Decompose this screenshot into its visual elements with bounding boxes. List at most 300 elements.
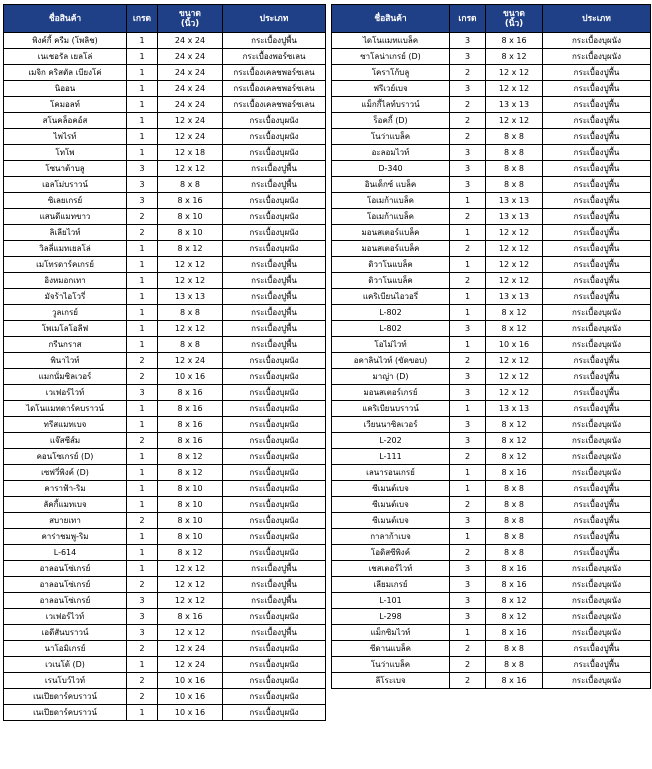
cell-type: กระเบื้องบุผนัง [543, 625, 651, 641]
cell-name: อาลอนโซ่เกรย์ [4, 577, 127, 593]
cell-grade: 2 [127, 225, 158, 241]
cell-name: พินาไวท์ [4, 353, 127, 369]
cell-type: กระเบื้องปูพื้น [223, 161, 326, 177]
cell-size: 8 x 12 [486, 49, 543, 65]
cell-size: 8 x 12 [486, 593, 543, 609]
cell-size: 24 x 24 [158, 33, 223, 49]
cell-size: 13 x 13 [486, 401, 543, 417]
cell-type: กระเบื้องบุผนัง [223, 657, 326, 673]
cell-name: เนเชอรัล เยลโล่ [4, 49, 127, 65]
cell-name: ฟรีเวย์เบจ [332, 81, 450, 97]
table-row [4, 65, 326, 81]
cell-size: 8 x 10 [158, 209, 223, 225]
cell-grade: 3 [450, 177, 486, 193]
cell-grade: 1 [127, 657, 158, 673]
cell-name: แสนดีแมทขาว [4, 209, 127, 225]
cell-grade: 3 [127, 609, 158, 625]
table-row [4, 385, 326, 401]
cell-grade: 1 [127, 81, 158, 97]
cell-name: ไพไรท์ [4, 129, 127, 145]
cell-size: 12 x 12 [158, 625, 223, 641]
cell-type: กระเบื้องปูพื้น [543, 161, 651, 177]
cell-type: กระเบื้องปูพื้น [543, 641, 651, 657]
cell-name: สบายเทา [4, 513, 127, 529]
cell-type: กระเบื้องบุผนัง [223, 241, 326, 257]
cell-name: มอนสเตอร์แบล็ค [332, 225, 450, 241]
cell-size: 13 x 13 [486, 97, 543, 113]
cell-type: กระเบื้องปูพื้น [543, 193, 651, 209]
cell-grade: 1 [450, 193, 486, 209]
table-row [332, 305, 651, 321]
table-row [332, 113, 651, 129]
table-row [4, 241, 326, 257]
table-row [332, 337, 651, 353]
cell-type: กระเบื้องเคลชพอร์ซเลน [223, 97, 326, 113]
cell-type: กระเบื้องบุผนัง [223, 401, 326, 417]
cell-type: กระเบื้องปูพื้น [543, 513, 651, 529]
cell-grade: 3 [450, 609, 486, 625]
cell-grade: 1 [127, 321, 158, 337]
cell-grade: 2 [127, 353, 158, 369]
cell-name: อาลอนโซ่เกรย์ [4, 561, 127, 577]
cell-type: กระเบื้องปูพื้น [543, 145, 651, 161]
cell-type: กระเบื้องบุผนัง [223, 481, 326, 497]
header-size-line1: ขนาด [179, 8, 201, 19]
table-row [332, 33, 651, 49]
table-row [4, 209, 326, 225]
cell-grade: 2 [450, 209, 486, 225]
table-row [4, 481, 326, 497]
cell-grade: 1 [127, 529, 158, 545]
header-type: ประเภท [223, 5, 326, 33]
table-row [4, 433, 326, 449]
cell-type: กระเบื้องปูพื้น [223, 577, 326, 593]
table-row [332, 289, 651, 305]
table-row [4, 705, 326, 721]
header-grade: เกรด [127, 5, 158, 33]
cell-name: พิงค์กี้ ครีม (โพลิช) [4, 33, 127, 49]
cell-size: 13 x 13 [486, 289, 543, 305]
cell-type: กระเบื้องบุผนัง [223, 417, 326, 433]
cell-type: กระเบื้องบุผนัง [543, 49, 651, 65]
table-row [332, 257, 651, 273]
cell-name: เวียนนาซิลเวอร์ [332, 417, 450, 433]
cell-size: 12 x 12 [158, 593, 223, 609]
cell-grade: 1 [450, 225, 486, 241]
cell-name: โทโพ [4, 145, 127, 161]
cell-type: กระเบื้องบุผนัง [543, 33, 651, 49]
cell-size: 8 x 8 [486, 513, 543, 529]
cell-name: มัจร้าไอโวรี่ [4, 289, 127, 305]
cell-grade: 1 [127, 113, 158, 129]
cell-size: 8 x 8 [158, 305, 223, 321]
cell-grade: 3 [127, 161, 158, 177]
cell-name: เมโทรดาร์คเกรย์ [4, 257, 127, 273]
cell-name: โพเมโลโอลีฟ [4, 321, 127, 337]
cell-size: 8 x 8 [486, 177, 543, 193]
cell-name: กรีนกราส [4, 337, 127, 353]
cell-name: แม็กกี้ไลท์บราวน์ [332, 97, 450, 113]
cell-name: ดิวาโนแบล็ค [332, 273, 450, 289]
table-row [332, 529, 651, 545]
cell-type: กระเบื้องบุผนัง [223, 433, 326, 449]
cell-size: 13 x 13 [486, 193, 543, 209]
cell-name: เอดีสันบราวน์ [4, 625, 127, 641]
table-row [332, 241, 651, 257]
cell-size: 12 x 12 [486, 353, 543, 369]
cell-name: L-101 [332, 593, 450, 609]
cell-grade: 2 [127, 577, 158, 593]
table-row [4, 401, 326, 417]
header-grade: เกรด [450, 5, 486, 33]
table-row [332, 545, 651, 561]
cell-type: กระเบื้องบุผนัง [223, 353, 326, 369]
table-row [4, 225, 326, 241]
cell-type: กระเบื้องปูพื้น [223, 321, 326, 337]
cell-grade: 1 [450, 257, 486, 273]
table-row [4, 641, 326, 657]
cell-name: ซีดานแบล็ค [332, 641, 450, 657]
cell-type: กระเบื้องบุผนัง [223, 529, 326, 545]
table-row [4, 513, 326, 529]
cell-grade: 2 [127, 209, 158, 225]
product-table-right [331, 4, 651, 689]
cell-type: กระเบื้องปูพื้น [543, 481, 651, 497]
cell-name: ลัคกี้แมทเบจ [4, 497, 127, 513]
table-row [332, 577, 651, 593]
cell-type: กระเบื้องปูพื้น [543, 497, 651, 513]
table-row [332, 65, 651, 81]
cell-grade: 2 [450, 129, 486, 145]
table-row [4, 593, 326, 609]
cell-grade: 2 [450, 97, 486, 113]
cell-size: 8 x 16 [486, 465, 543, 481]
cell-size: 8 x 8 [486, 545, 543, 561]
cell-size: 12 x 12 [486, 225, 543, 241]
cell-size: 8 x 10 [158, 497, 223, 513]
cell-size: 8 x 8 [486, 145, 543, 161]
cell-name: มอนสเตอร์แบล็ค [332, 241, 450, 257]
cell-name: โคราโก้บลู [332, 65, 450, 81]
header-size [486, 5, 543, 33]
cell-type: กระเบื้องปูพื้น [223, 561, 326, 577]
cell-grade: 3 [450, 577, 486, 593]
table-row [4, 673, 326, 689]
cell-grade: 1 [450, 305, 486, 321]
table-row [332, 81, 651, 97]
cell-name: ซีเมนต์เบจ [332, 497, 450, 513]
table-row [4, 129, 326, 145]
cell-grade: 3 [127, 593, 158, 609]
cell-type: กระเบื้องปูพื้น [223, 305, 326, 321]
cell-type: กระเบื้องบุผนัง [543, 561, 651, 577]
cell-grade: 3 [450, 433, 486, 449]
cell-name: เอลโม่บราวน์ [4, 177, 127, 193]
table-row [332, 481, 651, 497]
cell-name: สโนคล็อคอ์ส [4, 113, 127, 129]
table-row [332, 353, 651, 369]
table-row [332, 145, 651, 161]
cell-size: 8 x 12 [486, 417, 543, 433]
cell-name: เซฟวี่พิงค์ (D) [4, 465, 127, 481]
cell-grade: 2 [127, 689, 158, 705]
cell-size: 8 x 16 [486, 561, 543, 577]
cell-type: กระเบื้องบุผนัง [543, 609, 651, 625]
table-row [332, 209, 651, 225]
cell-name: L-614 [4, 545, 127, 561]
cell-name: L-298 [332, 609, 450, 625]
table-row [332, 433, 651, 449]
cell-name: ดิวาโนแบล็ค [332, 257, 450, 273]
cell-type: กระเบื้องบุผนัง [223, 513, 326, 529]
table-row [332, 273, 651, 289]
cell-size: 12 x 12 [158, 161, 223, 177]
cell-type: กระเบื้องบุผนัง [223, 129, 326, 145]
cell-grade: 1 [127, 145, 158, 161]
cell-grade: 3 [127, 193, 158, 209]
cell-size: 12 x 12 [158, 577, 223, 593]
cell-name: L-111 [332, 449, 450, 465]
cell-grade: 1 [450, 337, 486, 353]
cell-name: นิออน [4, 81, 127, 97]
cell-size: 12 x 24 [158, 657, 223, 673]
cell-grade: 1 [127, 97, 158, 113]
table-row [332, 625, 651, 641]
cell-size: 8 x 12 [486, 305, 543, 321]
table-row [332, 193, 651, 209]
cell-grade: 3 [450, 513, 486, 529]
cell-type: กระเบื้องบุผนัง [223, 545, 326, 561]
cell-size: 12 x 12 [486, 273, 543, 289]
cell-size: 10 x 16 [158, 705, 223, 721]
cell-name: เวเนโต้ (D) [4, 657, 127, 673]
table-row [332, 641, 651, 657]
cell-grade: 2 [450, 545, 486, 561]
cell-size: 8 x 10 [158, 513, 223, 529]
cell-type: กระเบื้องบุผนัง [223, 609, 326, 625]
cell-size: 8 x 16 [158, 609, 223, 625]
cell-grade: 1 [127, 273, 158, 289]
cell-type: กระเบื้องปูพื้น [223, 625, 326, 641]
cell-size: 8 x 10 [158, 225, 223, 241]
cell-size: 8 x 12 [158, 241, 223, 257]
cell-type: กระเบื้องปูพื้น [543, 529, 651, 545]
cell-type: กระเบื้องบุผนัง [543, 337, 651, 353]
cell-name: เมจิก คริสตัล เบียงโค่ [4, 65, 127, 81]
cell-grade: 2 [450, 449, 486, 465]
cell-size: 10 x 16 [158, 689, 223, 705]
cell-grade: 2 [127, 369, 158, 385]
cell-size: 12 x 12 [486, 81, 543, 97]
table-row [4, 145, 326, 161]
cell-size: 8 x 16 [486, 33, 543, 49]
cell-grade: 3 [450, 369, 486, 385]
cell-name: ลิเลียไวท์ [4, 225, 127, 241]
cell-name: โอไม่ไวท์ [332, 337, 450, 353]
cell-grade: 3 [450, 593, 486, 609]
cell-type: กระเบื้องปูพื้น [543, 369, 651, 385]
header-row [332, 5, 651, 33]
cell-type: กระเบื้องปูพื้น [543, 273, 651, 289]
cell-size: 10 x 16 [158, 673, 223, 689]
cell-size: 12 x 12 [158, 561, 223, 577]
cell-type: กระเบื้องปูพื้น [543, 129, 651, 145]
cell-type: กระเบื้องบุผนัง [223, 385, 326, 401]
cell-name: เนเปียดาร์คบราวน์ [4, 689, 127, 705]
table-row [332, 129, 651, 145]
cell-grade: 2 [127, 513, 158, 529]
cell-size: 8 x 8 [486, 161, 543, 177]
cell-name: คาร่าชมพู-ริม [4, 529, 127, 545]
cell-type: กระเบื้องเคลชพอร์ซเลน [223, 65, 326, 81]
cell-name: โอเมก้าแบล็ค [332, 193, 450, 209]
cell-type: กระเบื้องบุผนัง [223, 113, 326, 129]
cell-size: 12 x 12 [486, 113, 543, 129]
cell-grade: 1 [127, 65, 158, 81]
cell-grade: 1 [127, 401, 158, 417]
cell-type: กระเบื้องบุผนัง [223, 225, 326, 241]
cell-grade: 1 [127, 449, 158, 465]
cell-grade: 3 [450, 321, 486, 337]
cell-type: กระเบื้องปูพื้น [543, 241, 651, 257]
cell-type: กระเบื้องปูพื้น [543, 545, 651, 561]
cell-grade: 3 [450, 49, 486, 65]
cell-grade: 1 [127, 497, 158, 513]
cell-name: โคมอลท์ [4, 97, 127, 113]
cell-name: อะลอมไวท์ [332, 145, 450, 161]
cell-grade: 1 [127, 337, 158, 353]
cell-type: กระเบื้องบุผนัง [223, 209, 326, 225]
cell-grade: 1 [127, 289, 158, 305]
cell-name: L-802 [332, 305, 450, 321]
cell-type: กระเบื้องบุผนัง [543, 321, 651, 337]
cell-type: กระเบื้องปูพื้น [223, 33, 326, 49]
cell-type: กระเบื้องปูพื้น [223, 257, 326, 273]
cell-grade: 1 [127, 257, 158, 273]
cell-grade: 1 [127, 33, 158, 49]
cell-name: อาลอนโซ่เกรย์ [4, 593, 127, 609]
cell-name: อิงหมอกเทา [4, 273, 127, 289]
cell-type: กระเบื้องปูพื้น [543, 289, 651, 305]
cell-size: 8 x 8 [486, 481, 543, 497]
table-row [332, 321, 651, 337]
cell-type: กระเบื้องบุผนัง [223, 193, 326, 209]
table-row [332, 401, 651, 417]
cell-size: 12 x 12 [486, 369, 543, 385]
cell-type: กระเบื้องปูพื้น [543, 177, 651, 193]
cell-type: กระเบื้องปูพื้น [223, 273, 326, 289]
cell-type: กระเบื้องปูพื้น [543, 401, 651, 417]
cell-name: เรนโบว์ไวท์ [4, 673, 127, 689]
cell-size: 8 x 16 [486, 625, 543, 641]
cell-name: เวเฟอร์ไวท์ [4, 609, 127, 625]
table-row [332, 385, 651, 401]
cell-type: กระเบื้องบุผนัง [223, 465, 326, 481]
table-row [332, 465, 651, 481]
cell-name: คอนโซเกรย์ (D) [4, 449, 127, 465]
cell-grade: 1 [127, 417, 158, 433]
cell-grade: 1 [127, 305, 158, 321]
cell-size: 12 x 12 [486, 385, 543, 401]
cell-type: กระเบื้องบุผนัง [543, 305, 651, 321]
cell-name: เลียมเกรย์ [332, 577, 450, 593]
cell-type: กระเบื้องบุผนัง [223, 449, 326, 465]
cell-size: 12 x 12 [158, 257, 223, 273]
table-row [4, 273, 326, 289]
table-row [332, 449, 651, 465]
table-row [4, 257, 326, 273]
cell-name: แม็กซิมไวท์ [332, 625, 450, 641]
cell-type: กระเบื้องปูพื้น [543, 65, 651, 81]
table-row [4, 353, 326, 369]
header-row [4, 5, 326, 33]
cell-grade: 3 [450, 561, 486, 577]
table-row [4, 177, 326, 193]
table-row [4, 193, 326, 209]
cell-grade: 2 [127, 641, 158, 657]
cell-grade: 1 [127, 545, 158, 561]
table-row [332, 513, 651, 529]
cell-name: แมกนั่มซิลเวอร์ [4, 369, 127, 385]
cell-grade: 1 [450, 289, 486, 305]
cell-grade: 1 [450, 465, 486, 481]
cell-grade: 2 [450, 497, 486, 513]
cell-grade: 1 [450, 401, 486, 417]
cell-size: 8 x 8 [486, 497, 543, 513]
header-size [158, 5, 223, 33]
cell-name: อคาลินไวท์ (ขัดขอบ) [332, 353, 450, 369]
cell-name: นาโอมิเกรย์ [4, 641, 127, 657]
cell-size: 8 x 16 [158, 417, 223, 433]
cell-type: กระเบื้องบุผนัง [543, 593, 651, 609]
table-row [4, 369, 326, 385]
cell-type: กระเบื้องบุผนัง [223, 689, 326, 705]
cell-type: กระเบื้องบุผนัง [543, 577, 651, 593]
cell-size: 13 x 13 [158, 289, 223, 305]
table-row [332, 161, 651, 177]
cell-size: 12 x 12 [486, 65, 543, 81]
cell-size: 8 x 12 [486, 609, 543, 625]
table-row [4, 561, 326, 577]
cell-grade: 3 [450, 417, 486, 433]
table-row [332, 657, 651, 673]
cell-name: ซีเมนต์เบจ [332, 513, 450, 529]
cell-type: กระเบื้องปูพื้น [543, 353, 651, 369]
cell-grade: 3 [450, 145, 486, 161]
cell-grade: 3 [450, 33, 486, 49]
cell-grade: 2 [127, 433, 158, 449]
header-size-line2: (นิ้ว) [180, 18, 200, 29]
cell-size: 8 x 8 [486, 641, 543, 657]
cell-type: กระเบื้องบุผนัง [223, 145, 326, 161]
header-size-line2: (นิ้ว) [504, 18, 524, 29]
cell-type: กระเบื้องปูพื้น [543, 113, 651, 129]
table-row [4, 577, 326, 593]
cell-grade: 2 [450, 641, 486, 657]
table-row [4, 625, 326, 641]
cell-type: กระเบื้องปูพื้น [223, 337, 326, 353]
cell-type: กระเบื้องปูพื้น [223, 177, 326, 193]
cell-grade: 1 [127, 481, 158, 497]
cell-grade: 2 [450, 113, 486, 129]
cell-name: ซิเลยเกรย์ [4, 193, 127, 209]
cell-size: 8 x 10 [158, 529, 223, 545]
cell-size: 8 x 12 [158, 465, 223, 481]
cell-size: 12 x 24 [158, 129, 223, 145]
cell-size: 24 x 24 [158, 97, 223, 113]
cell-size: 12 x 12 [158, 273, 223, 289]
cell-type: กระเบื้องบุผนัง [223, 369, 326, 385]
